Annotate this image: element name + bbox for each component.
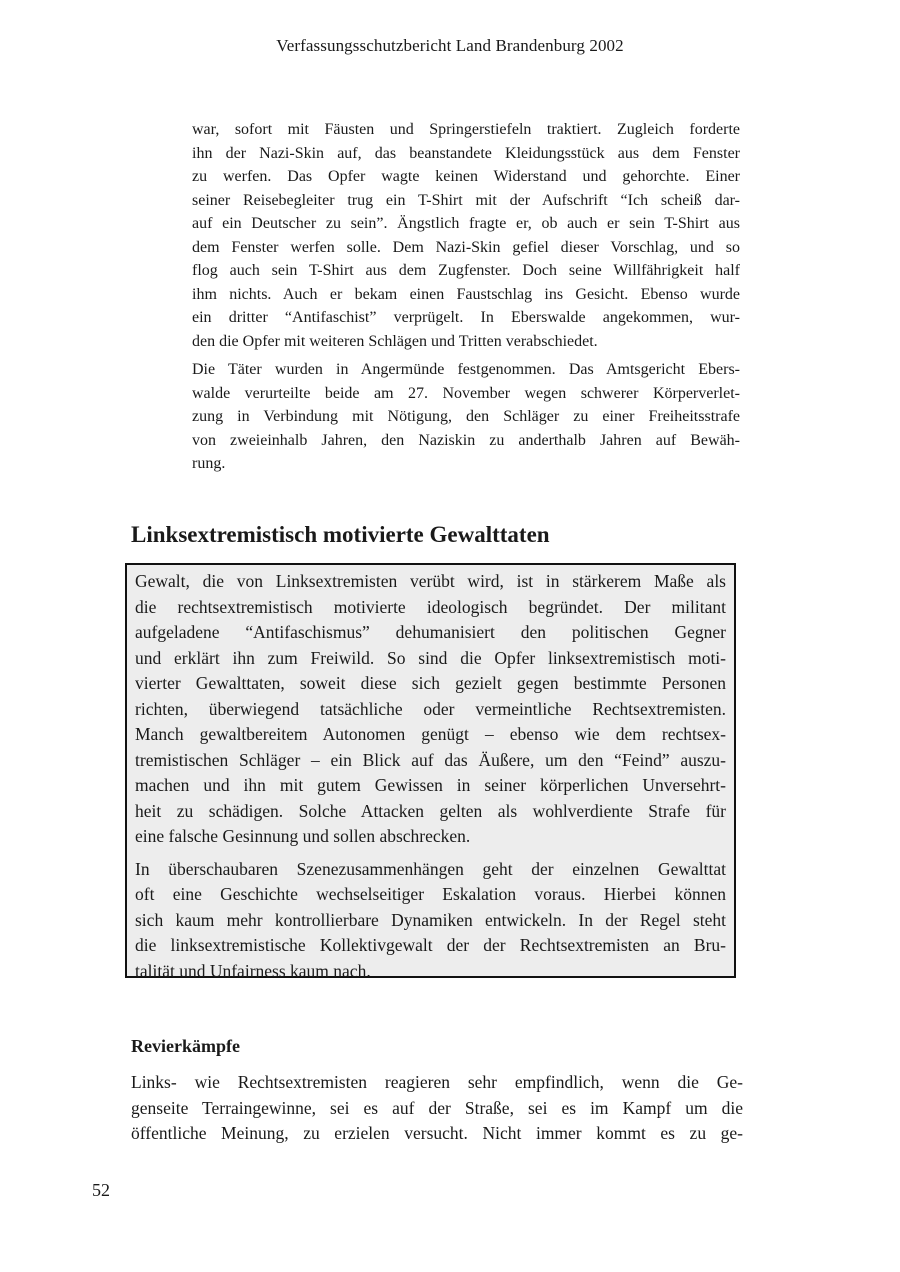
text-line: und erklärt ihn zum Freiwild. So sind die Opfer linksextremistisch moti- (135, 647, 726, 668)
text-line: genseite Terraingewinne, sei es auf der Straße, sei es im Kampf um die (131, 1097, 743, 1118)
text-line: eine falsche Gesinnung und sollen abschrecken. (135, 826, 471, 846)
text-line: den die Opfer mit weiteren Schlägen und Tritten verabschiedet. (192, 332, 598, 350)
text-line: Gewalt, die von Linksextremisten verübt wird, ist in stärkerem Maße als (135, 571, 726, 591)
text-line: öffentliche Meinung, zu erzielen versucht. Nicht immer kommt es zu ge- (131, 1123, 743, 1143)
body-text (131, 1070, 743, 1147)
text-line: zu werfen. Das Opfer wagte keinen Widerstand und gehorchte. Einer (192, 168, 740, 185)
text-line: seiner Reisebegleiter trug ein T-Shirt mit der Aufschrift “Ich scheiß dar- (192, 191, 740, 209)
text-line: Manch gewaltbereitem Autonomen genügt – ebenso wie dem rechtsex- (135, 724, 726, 744)
text-line: heit zu schädigen. Solche Attacken gelten als wohlverdiente Strafe für (135, 800, 726, 821)
text-line: In überschaubaren Szenezusammenhängen geht der einzelnen Gewalttat (135, 858, 726, 879)
running-header: Verfassungsschutzbericht Land Brandenburg 2002 (276, 36, 624, 55)
text-line: sich kaum mehr kontrollierbare Dynamiken entwickeln. In der Regel steht (135, 909, 726, 930)
text-line: rung. (192, 455, 226, 472)
text-line: machen und ihn mit gutem Gewissen in seiner körperlichen Unversehrt- (135, 775, 726, 795)
text-line: die linksextremistische Kollektivgewalt der der Rechtsextremisten an Bru- (135, 935, 726, 955)
subsection-heading: Revierkämpfe (131, 1036, 240, 1056)
paragraph (135, 857, 726, 985)
paragraph (192, 358, 740, 476)
paragraph (131, 1070, 743, 1147)
text-line: ein dritter “Antifaschist” verprügelt. In Eberswalde angekommen, wur- (192, 309, 740, 326)
text-line: walde verurteilte beide am 27. November wegen schwerer Körperverlet- (192, 384, 740, 402)
summary-box (125, 563, 736, 981)
text-line: tremistischen Schläger – ein Blick auf das Äußere, um den “Feind” auszu- (135, 749, 726, 770)
section-heading: Linksextremistisch motivierte Gewalttaten (131, 522, 550, 547)
text-line: zung in Verbindung mit Nötigung, den Schläger zu einer Freiheitsstrafe (192, 408, 740, 425)
paragraph (135, 569, 726, 850)
text-line: die rechtsextremistisch motivierte ideologisch begründet. Der militant (135, 596, 726, 617)
text-line: aufgeladene “Antifaschismus” dehumanisiert den politischen Gegner (135, 622, 726, 642)
text-line: oft eine Geschichte wechselseitiger Eskalation voraus. Hierbei können (135, 884, 726, 904)
paragraph (192, 118, 740, 353)
text-line: flog auch sein T-Shirt aus dem Zugfenster. Doch seine Willfährigkeit half (192, 262, 740, 279)
text-line: richten, überwiegend tatsächliche oder vermeintliche Rechtsextremisten. (135, 698, 726, 719)
text-line: talität und Unfairness kaum nach. (135, 960, 371, 981)
text-line: von zweieinhalb Jahren, den Naziskin zu anderthalb Jahren auf Bewäh- (192, 431, 740, 449)
text-line: war, sofort mit Fäusten und Springerstiefeln traktiert. Zugleich forderte (192, 121, 740, 138)
text-line: vierter Gewalttaten, soweit diese sich gezielt gegen bestimmte Personen (135, 673, 726, 693)
text-line: Links- wie Rechtsextremisten reagieren sehr empfindlich, wenn die Ge- (131, 1072, 743, 1092)
text-line: ihn der Nazi-Skin auf, das beanstandete Kleidungsstück aus dem Fenster (192, 144, 740, 162)
text-line: Die Täter wurden in Angermünde festgenommen. Das Amtsgericht Ebers- (192, 361, 740, 378)
text-line: auf ein Deutscher zu sein”. Ängstlich fragte er, ob auch er sein T-Shirt aus (192, 215, 740, 232)
text-line: ihm nichts. Auch er bekam einen Faustschlag ins Gesicht. Ebenso wurde (192, 285, 740, 303)
text-line: dem Fenster werfen solle. Dem Nazi-Skin gefiel dieser Vorschlag, und so (192, 238, 740, 256)
page-number: 52 (92, 1180, 110, 1200)
continued-text (192, 118, 740, 481)
